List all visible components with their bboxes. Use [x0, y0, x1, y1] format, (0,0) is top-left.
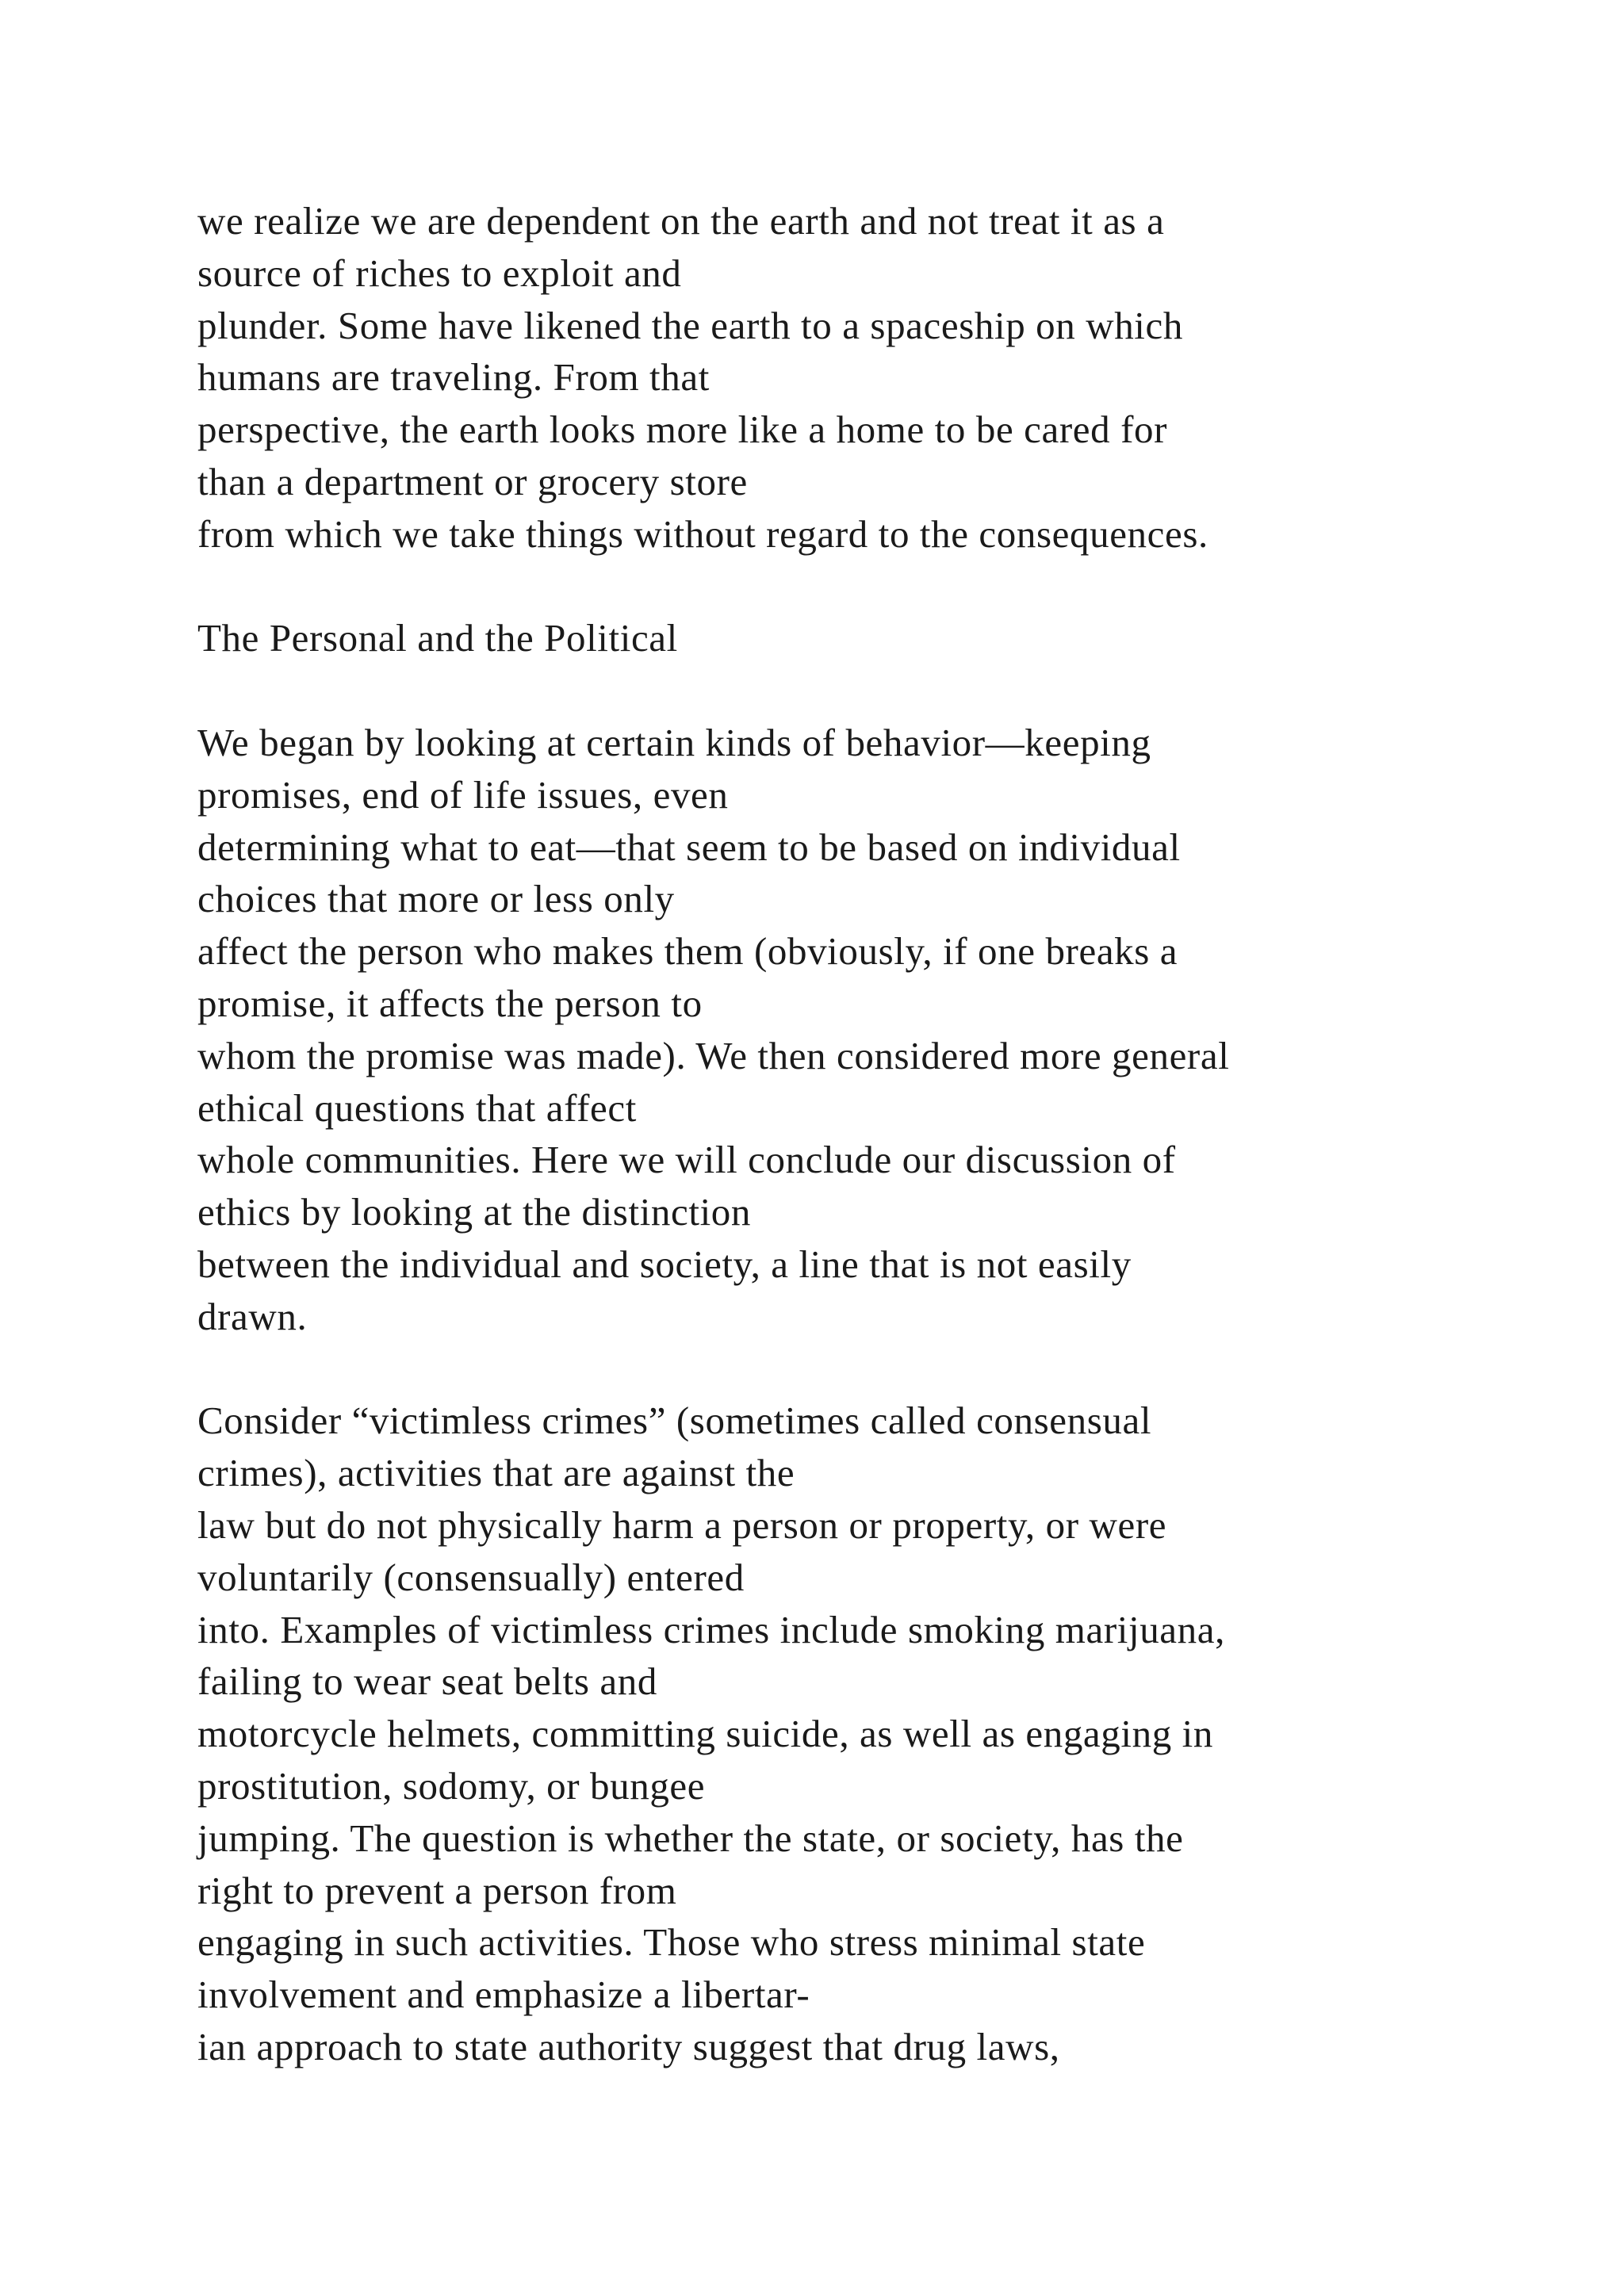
text-line: drawn.: [197, 1294, 308, 1338]
text-line: promises, end of life issues, even: [197, 772, 729, 817]
text-line: whom the promise was made). We then considered more general: [197, 1033, 1230, 1077]
blank-line: [197, 1343, 1561, 1395]
text-line: Consider “victimless crimes” (sometimes called consensual: [197, 1399, 1152, 1443]
text-line: prostitution, sodomy, or bungee: [197, 1763, 706, 1808]
text-line: involvement and emphasize a libertar-: [197, 1973, 810, 2017]
blank-line: [197, 561, 1561, 613]
text-line: whole communities. Here we will conclude our discussion of: [197, 1138, 1176, 1182]
text-line: ian approach to state authority suggest that drug laws,: [197, 2024, 1060, 2068]
text-line: than a department or grocery store: [197, 459, 748, 503]
text-line: humans are traveling. From that: [197, 355, 710, 400]
text-line: voluntarily (consensually) entered: [197, 1555, 745, 1599]
document-body: [197, 195, 1561, 2073]
text-line: ethics by looking at the distinction: [197, 1190, 751, 1234]
section-heading: The Personal and the Political: [197, 616, 678, 660]
text-line: ethical questions that affect: [197, 1085, 637, 1130]
text-line: failing to wear seat belts and: [197, 1659, 657, 1704]
text-line: plunder. Some have likened the earth to a spaceship on which: [197, 303, 1183, 347]
text-line: affect the person who makes them (obviously, if one breaks a: [197, 929, 1178, 974]
text-line: determining what to eat—that seem to be based on individual: [197, 825, 1181, 869]
text-line: law but do not physically harm a person or property, or were: [197, 1502, 1167, 1547]
text-line: We began by looking at certain kinds of behavior—keeping: [197, 720, 1151, 764]
text-line: motorcycle helmets, committing suicide, as well as engaging in: [197, 1712, 1213, 1756]
text-line: source of riches to exploit and: [197, 251, 682, 295]
text-line: we realize we are dependent on the earth and not treat it as a: [197, 199, 1165, 243]
text-line: into. Examples of victimless crimes include smoking marijuana,: [197, 1607, 1225, 1651]
text-line: perspective, the earth looks more like a home to be cared for: [197, 408, 1168, 452]
text-line: engaging in such activities. Those who stress minimal state: [197, 1920, 1146, 1965]
text-line: between the individual and society, a line that is not easily: [197, 1242, 1132, 1286]
text-line: right to prevent a person from: [197, 1868, 677, 1912]
text-line: crimes), activities that are against the: [197, 1451, 795, 1495]
text-line: jumping. The question is whether the state, or society, has the: [197, 1816, 1184, 1860]
text-line: promise, it affects the person to: [197, 981, 703, 1025]
blank-line: [197, 664, 1561, 717]
text-line: from which we take things without regard to the consequences.: [197, 511, 1208, 556]
text-line: choices that more or less only: [197, 877, 675, 921]
